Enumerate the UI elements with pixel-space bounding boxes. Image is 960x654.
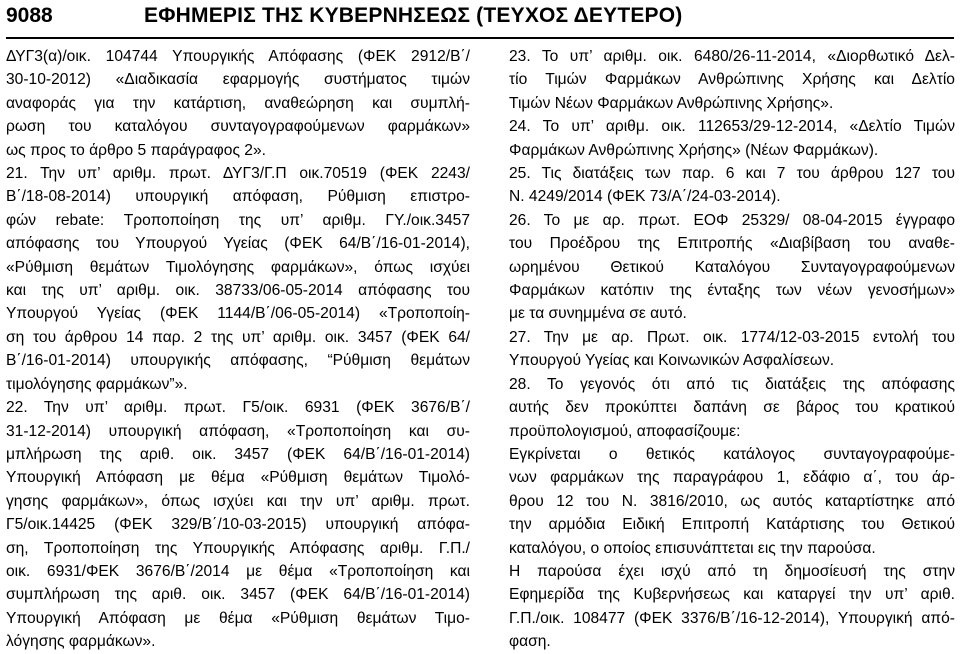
page-header [6, 2, 954, 38]
header-rule [6, 37, 954, 39]
left-column [6, 45, 470, 654]
text-line: νων φαρμάκων της παραγράφου 1, εδάφιο α΄, του άρ- [509, 469, 955, 487]
text-line: την αρμόδια Ειδική Επιτροπή Κατάρτισης του Θετικού [509, 516, 955, 534]
text-line: θρου 12 του Ν. 3816/2010, ως αυτός καταρτίστηκε από [509, 492, 955, 510]
text-line: 25. Τις διατάξεις των παρ. 6 και 7 του άρθρου 127 του [509, 165, 955, 183]
text-line: Τιμών Νέων Φαρμάκων Ανθρώπινης Χρήσης». [509, 94, 834, 112]
text-line: 24. Το υπ’ αριθμ. οικ. 112653/29-12-2014, «Δελτίο Τιμών [509, 118, 955, 136]
text-line: οικ. 6931/ΦΕΚ 3676/Β΄/2014 με θέμα «Τροποποίηση και [6, 562, 470, 580]
text-line: 23. Το υπ’ αριθμ. οικ. 6480/26-11-2014, «Διορθωτικό Δελ- [509, 48, 955, 65]
text-line: 21. Την υπ’ αριθμ. πρωτ. ΔΥΓ3/Γ.Π οικ.70519 (ΦΕΚ 2243/ [6, 165, 470, 183]
text-line: αυτής δεν προκύπτει δαπάνη σε βάρος του κρατικού [509, 399, 955, 417]
text-line: και της υπ’ αριθμ. οικ. 38733/06-05-2014 απόφασης του [6, 282, 470, 300]
text-line: Υπουργική Απόφαση με θέμα «Ρύθμιση θεμάτων Τιμο- [6, 609, 470, 627]
text-line: «Ρύθμιση θεμάτων Τιμολόγησης φαρμάκων», όπως ισχύει [6, 258, 470, 276]
text-line: συμπλήρωση της αριθ. οικ. 3457 (ΦΕΚ 64/Β΄/16-01-2014) [6, 586, 470, 604]
text-line: Φαρμάκων Ανθρώπινης Χρήσης» (Νέων Φαρμάκων). [509, 141, 879, 159]
text-line: ση του άρθρου 14 παρ. 2 της υπ’ αριθμ. οικ. 3457 (ΦΕΚ 64/ [6, 328, 470, 346]
text-line: ρωση του καταλόγου συνταγογραφούμενων φαρμάκων» [6, 118, 470, 136]
text-line: Ν. 4249/2014 (ΦΕΚ 73/Α΄/24-03-2014). [509, 188, 781, 206]
text-line: απόφασης του Υπουργού Υγείας (ΦΕΚ 64/Β΄/16-01-2014), [6, 235, 470, 253]
text-line: Εγκρίνεται ο θετικός κατάλογος συνταγογραφούμε- [509, 445, 955, 463]
text-line: τιμολόγησης φαρμάκων”». [6, 375, 188, 393]
gazette-title: ΕΦΗΜΕΡΙΣ ΤΗΣ ΚΥΒΕΡΝΗΣΕΩΣ (ΤΕΥΧΟΣ ΔΕΥΤΕΡΟ) [144, 4, 683, 27]
text-line: 31-12-2014) υπουργική απόφαση, «Τροποποίηση και συ- [6, 422, 470, 440]
text-line: καταλόγου, ο οποίος επισυνάπτεται εις την παρούσα. [509, 539, 876, 557]
text-line: Υπουργού Υγείας (ΦΕΚ 1144/Β΄/06-05-2014) «Τροποποίη- [6, 305, 470, 323]
page-number: 9088 [6, 4, 53, 27]
text-line: με τα συνημμένα σε αυτό. [509, 305, 687, 323]
text-line: ΔΥΓ3(α)/οικ. 104744 Υπουργικής Απόφασης (ΦΕΚ 2912/Β΄/ [6, 48, 470, 65]
text-line: λόγησης φαρμάκων». [6, 633, 156, 651]
text-line: Β΄/16-01-2014) υπουργικής απόφασης, “Ρύθμιση θεμάτων [6, 352, 470, 370]
text-line: Γ.Π./οικ. 108477 (ΦΕΚ 3376/Β΄/16-12-2014), Υπουργική από- [509, 609, 955, 627]
text-line: γησης φαρμάκων», όπως ισχύει και την υπ’ αριθμ. πρωτ. [6, 492, 470, 510]
text-line: τίο Τιμών Φαρμάκων Ανθρώπινης Χρήσης και Δελτίο [509, 71, 955, 89]
text-line: ωρημένου Θετικού Καταλόγου Συνταγογραφούμενων [509, 258, 955, 276]
text-line: Φαρμάκων κατόπιν της ένταξης των νέων γενοσήμων» [509, 282, 955, 300]
text-line: του Προέδρου της Επιτροπής «Διαβίβαση του αναθε- [509, 235, 955, 253]
text-line: 28. Το γεγονός ότι από τις διατάξεις της απόφασης [509, 375, 955, 393]
text-line: Υπουργική Απόφαση με θέμα «Ρύθμιση θεμάτων Τιμολό- [6, 469, 470, 487]
text-line: αναφοράς για την κατάρτιση, αναθεώρηση και συμπλή- [6, 94, 470, 112]
text-line: μπλήρωση της αριθ. οικ. 3457 (ΦΕΚ 64/Β΄/16-01-2014) [6, 445, 470, 463]
text-line: 22. Την υπ’ αριθμ. πρωτ. Γ5/οικ. 6931 (ΦΕΚ 3676/Β΄/ [6, 399, 470, 417]
text-line: φαση. [509, 633, 551, 651]
text-line: 26. Το με αρ. πρωτ. ΕΟΦ 25329/ 08-04-2015 έγγραφο [509, 211, 955, 229]
text-line: Εφημερίδα της Κυβερνήσεως και καταργεί την υπ’ αριθ. [509, 586, 955, 604]
text-line: Υπουργού Υγείας και Κοινωνικών Ασφαλίσεων. [509, 352, 835, 370]
text-line: φών rebate: Τροποποίηση της υπ’ αριθμ. ΓΥ./οικ.3457 [6, 211, 470, 229]
text-line: Η παρούσα έχει ισχύ από τη δημοσίευσή της στην [509, 562, 955, 580]
text-line: προϋπολογισμού, αποφασίζουμε: [509, 422, 741, 440]
right-column [509, 45, 955, 654]
text-line: ως προς το άρθρο 5 παράγραφος 2». [6, 141, 266, 159]
text-line: 30-10-2012) «Διαδικασία εφαρμογής συστήματος τιμών [6, 71, 470, 89]
text-line: Β΄/18-08-2014) υπουργική απόφαση, Ρύθμιση επιστρο- [6, 188, 470, 206]
text-line: 27. Την με αρ. Πρωτ. οικ. 1774/12-03-2015 εντολή του [509, 328, 955, 346]
text-line: Γ5/οικ.14425 (ΦΕΚ 329/Β΄/10-03-2015) υπουργική απόφα- [6, 516, 470, 534]
text-line: ση, Τροποποίηση της Υπουργικής Απόφασης αριθμ. Γ.Π./ [6, 539, 470, 557]
